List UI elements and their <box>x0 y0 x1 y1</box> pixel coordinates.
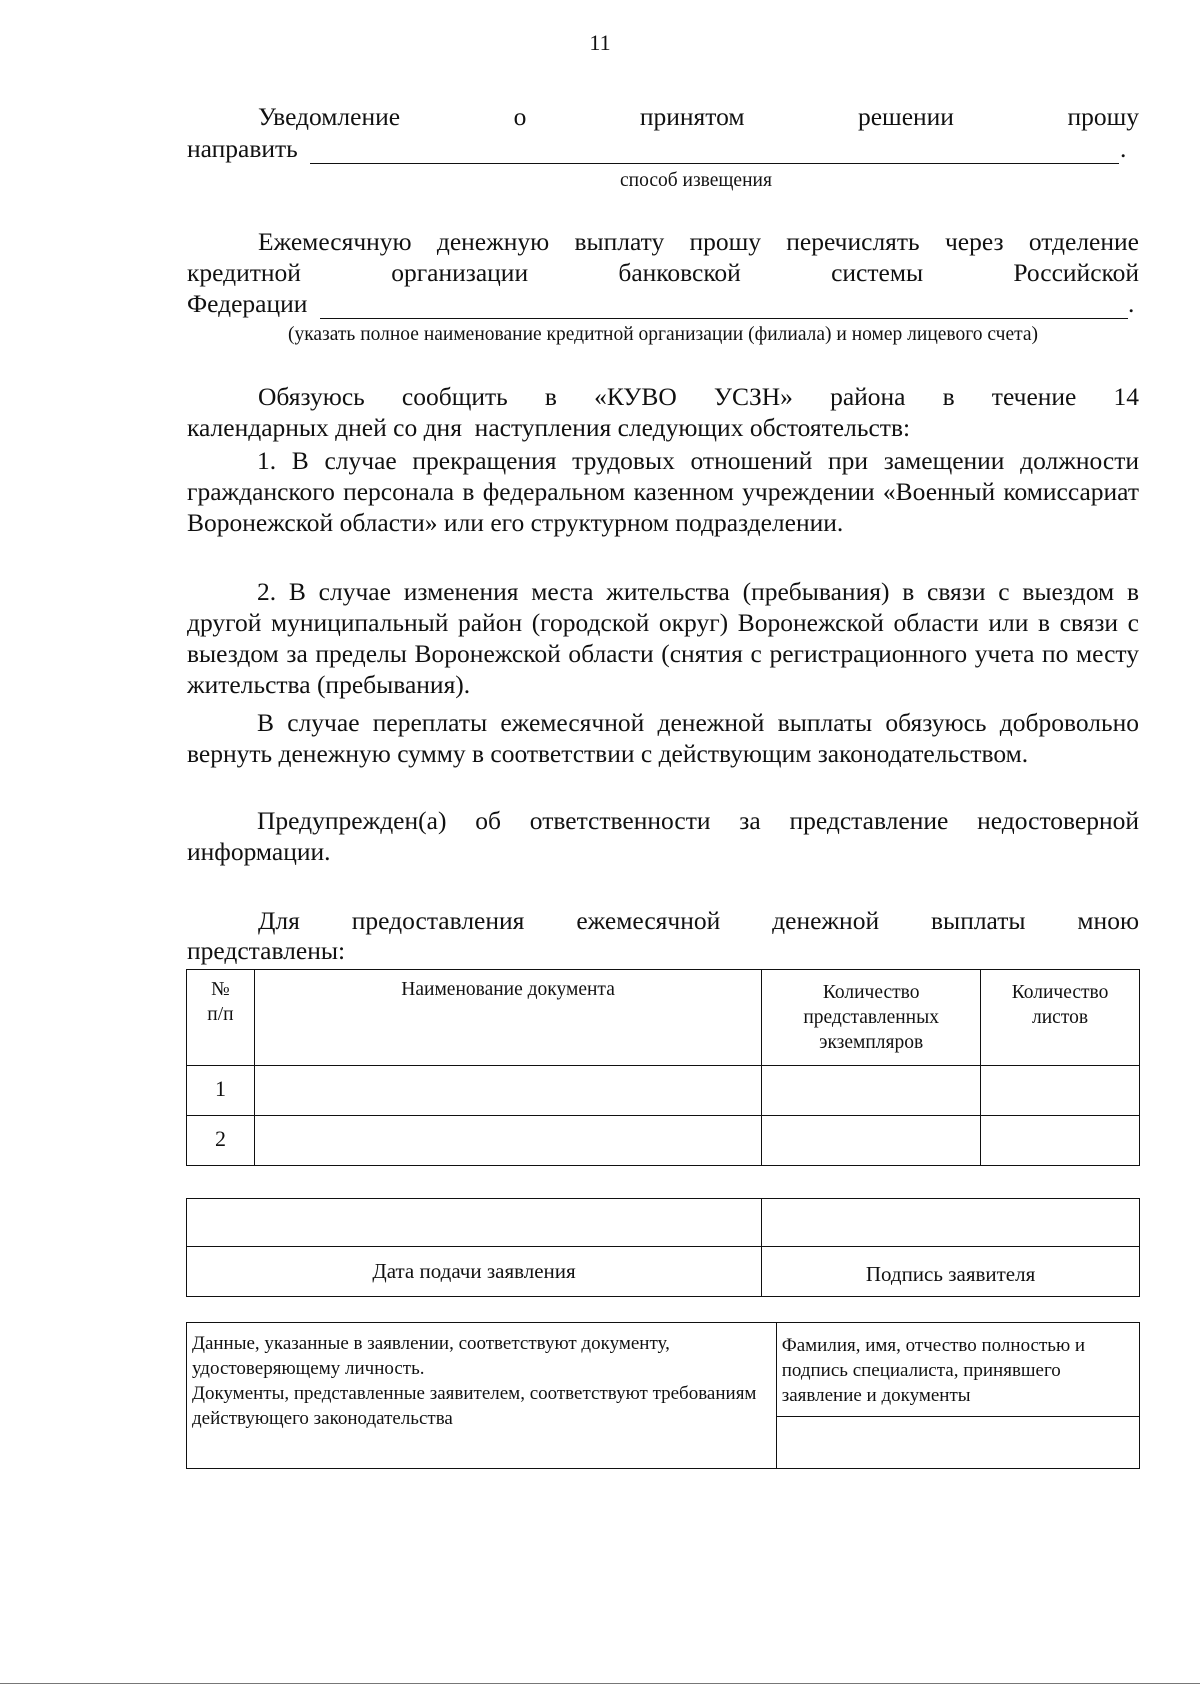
applicant-signature-label: Подпись заявителя <box>865 1262 1036 1286</box>
documents-word: ежемесячной <box>576 906 721 935</box>
row-number: 1 <box>214 1076 226 1101</box>
payment-federation-label: Федерации <box>187 289 308 318</box>
notice-word: решении <box>857 102 954 131</box>
documents-word: мною <box>1077 906 1140 935</box>
specialist-signature-field[interactable] <box>776 1417 1139 1469</box>
documents-table <box>186 969 1140 1166</box>
document-sheets-field[interactable] <box>981 1116 1140 1166</box>
obligation-word: течение <box>991 382 1077 411</box>
obligation-word: в <box>544 382 557 411</box>
obligation-intro-line1 <box>258 381 1139 412</box>
table-row <box>187 1066 1140 1116</box>
header-name-label: Наименование документа <box>401 979 615 1000</box>
documents-intro-line2: представлены: <box>187 936 346 965</box>
page-bottom-edge <box>0 1683 1200 1684</box>
obligation-item-2: 2. В случае изменения места жительства (пребывания) в связи с выездом в другой муниципальный район (городской округ) Воронежской области или в связи с выездом за пределы Воронежской области (снятия с регистрационного учета по месту жительства (пребывания). <box>187 577 1139 699</box>
obligation-word: «КУВО <box>594 382 677 411</box>
row-number: 2 <box>214 1126 226 1151</box>
obligation-word: сообщить <box>401 382 508 411</box>
page-number: 11 <box>589 30 611 55</box>
payment-period: . <box>1128 289 1135 318</box>
applicant-signature-field[interactable] <box>762 1199 1140 1247</box>
credit-organization-caption: (указать полное наименование кредитной организации (филиала) и номер лицевого счета) <box>287 324 1039 345</box>
verification-statement-cell <box>187 1323 777 1469</box>
application-date-label: Дата подачи заявления <box>372 1259 576 1283</box>
payment-word: Российской <box>1013 258 1140 287</box>
row-number-cell <box>187 1066 255 1116</box>
signature-label-cell <box>762 1247 1140 1297</box>
header-sheets-cell <box>981 970 1140 1066</box>
documents-word: Для <box>258 906 300 935</box>
verification-table <box>186 1322 1140 1469</box>
document-name-field[interactable] <box>254 1116 761 1166</box>
obligation-word: 14 <box>1113 382 1140 411</box>
documents-word: денежной <box>772 906 880 935</box>
obligation-word: УСЗН» <box>713 382 793 411</box>
obligation-word: в <box>942 382 955 411</box>
notice-word: прошу <box>1067 102 1139 131</box>
signature-table <box>186 1198 1140 1297</box>
obligation-word: Обязуюсь <box>258 382 365 411</box>
payment-word: организации <box>391 258 529 287</box>
warning-paragraph: Предупрежден(а) об ответственности за представление недостоверной информации. <box>187 806 1139 866</box>
notice-word: Уведомление <box>258 102 401 131</box>
header-number-label: № п/п <box>207 979 234 1025</box>
credit-organization-field[interactable] <box>320 318 1128 319</box>
document-copies-field[interactable] <box>762 1066 981 1116</box>
signature-table-input-row <box>187 1199 1140 1247</box>
notice-word: о <box>513 102 527 131</box>
notification-method-caption: способ извещения <box>620 170 772 191</box>
application-date-field[interactable] <box>187 1199 762 1247</box>
header-name-cell <box>254 970 761 1066</box>
documents-intro-line1 <box>258 905 1139 936</box>
documents-word: выплаты <box>931 906 1026 935</box>
specialist-label: Фамилия, имя, отчество полностью и подпись специалиста, принявшего заявление и документы <box>781 1335 1086 1406</box>
header-copies-label: Количество представленных экземпляров <box>803 982 939 1053</box>
obligation-intro-line2: календарных дней со дня наступления следующих обстоятельств: <box>187 413 911 442</box>
notice-word: принятом <box>639 102 745 131</box>
documents-word: предоставления <box>351 906 525 935</box>
notice-line1 <box>258 101 1139 132</box>
payment-word: системы <box>831 258 924 287</box>
header-sheets-label: Количество листов <box>1011 982 1109 1028</box>
header-copies-cell <box>762 970 981 1066</box>
overpayment-paragraph: В случае переплаты ежемесячной денежной выплаты обязуюсь добровольно вернуть денежную сумму в соответствии с действующим законодательством. <box>187 708 1139 768</box>
signature-table-label-row <box>187 1247 1140 1297</box>
document-name-field[interactable] <box>254 1066 761 1116</box>
specialist-label-cell <box>776 1323 1139 1417</box>
document-copies-field[interactable] <box>762 1116 981 1166</box>
verification-statement: Данные, указанные в заявлении, соответствуют документу, удостоверяющему личность. Документы, представленные заявителем, соответствуют требованиям действующего законодательства <box>192 1333 757 1429</box>
notice-period: . <box>1120 134 1127 163</box>
row-number-cell <box>187 1116 255 1166</box>
header-number-cell <box>187 970 255 1066</box>
payment-word: кредитной <box>187 258 301 287</box>
obligation-word: района <box>830 382 906 411</box>
document-sheets-field[interactable] <box>981 1066 1140 1116</box>
table-row <box>187 1116 1140 1166</box>
obligation-item-1: 1. В случае прекращения трудовых отношений при замещении должности гражданского персонала в федеральном казенном учреждении «Военный комиссариат Воронежской области» или его структурном подразделении. <box>187 446 1139 537</box>
documents-table-header-row <box>187 970 1140 1066</box>
notice-send-label: направить <box>187 134 298 163</box>
payment-line2 <box>187 257 1139 288</box>
payment-word: банковской <box>618 258 741 287</box>
notification-method-field[interactable] <box>310 163 1119 164</box>
date-label-cell <box>187 1247 762 1297</box>
payment-line1: Ежемесячную денежную выплату прошу перечислять через отделение <box>258 227 1139 256</box>
